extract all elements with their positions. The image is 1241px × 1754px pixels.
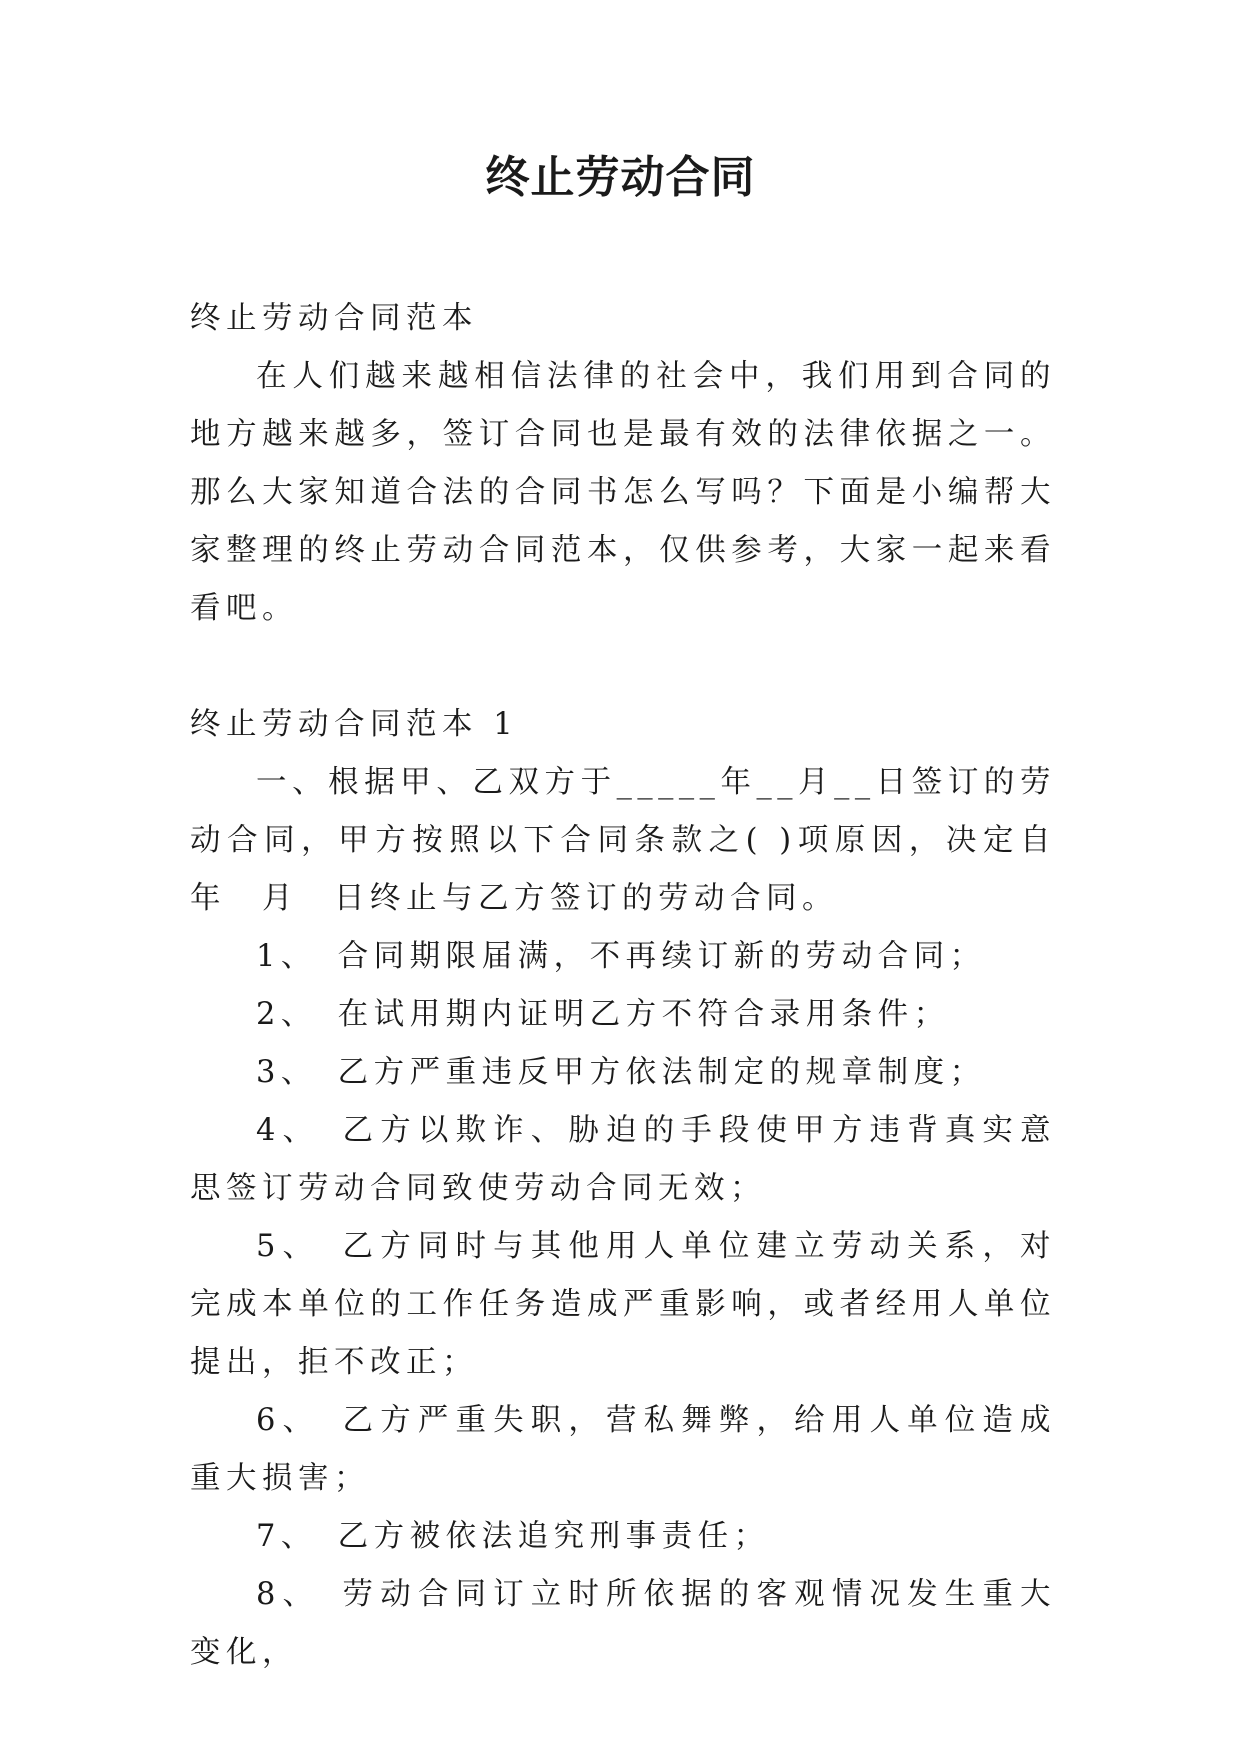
document-title: 终止劳动合同: [485, 152, 756, 203]
list-item: 8、 劳动合同订立时所依据的客观情况发生重大变化，: [190, 1577, 1056, 1670]
clause-paragraph: 一、根据甲、乙双方于_____年__月__日签订的劳动合同，甲方按照以下合同条款之( )项原因，决定自 年 月 日终止与乙方签订的劳动合同。: [190, 765, 1092, 916]
paragraph-spacer: [190, 638, 1056, 696]
list-item: 1、 合同期限届满，不再续订新的劳动合同；: [256, 939, 986, 974]
list-item: 6、 乙方严重失职，营私舞弊，给用人单位造成重大损害；: [190, 1403, 1056, 1496]
list-item: 7、 乙方被依法追究刑事责任；: [256, 1519, 770, 1554]
list-item: 4、 乙方以欺诈、胁迫的手段使甲方违背真实意思签订劳动合同致使劳动合同无效；: [190, 1113, 1056, 1206]
list-item: 2、 在试用期内证明乙方不符合录用条件；: [256, 997, 950, 1032]
list-item: 5、 乙方同时与其他用人单位建立劳动关系，对完成本单位的工作任务造成严重影响，或者经用人单位提出，拒不改正；: [190, 1229, 1056, 1380]
sample-heading: 终止劳动合同范本 1: [190, 707, 519, 742]
intro-paragraph: 在人们越来越相信法律的社会中，我们用到合同的地方越来越多，签订合同也是最有效的法律依据之一。那么大家知道合法的合同书怎么写吗？下面是小编帮大家整理的终止劳动合同范本，仅供参考，大家一起来看看吧。: [190, 359, 1056, 626]
document-body: [190, 290, 1092, 1682]
section-heading: 终止劳动合同范本: [190, 301, 478, 336]
list-item: 3、 乙方严重违反甲方依法制定的规章制度；: [256, 1055, 986, 1090]
